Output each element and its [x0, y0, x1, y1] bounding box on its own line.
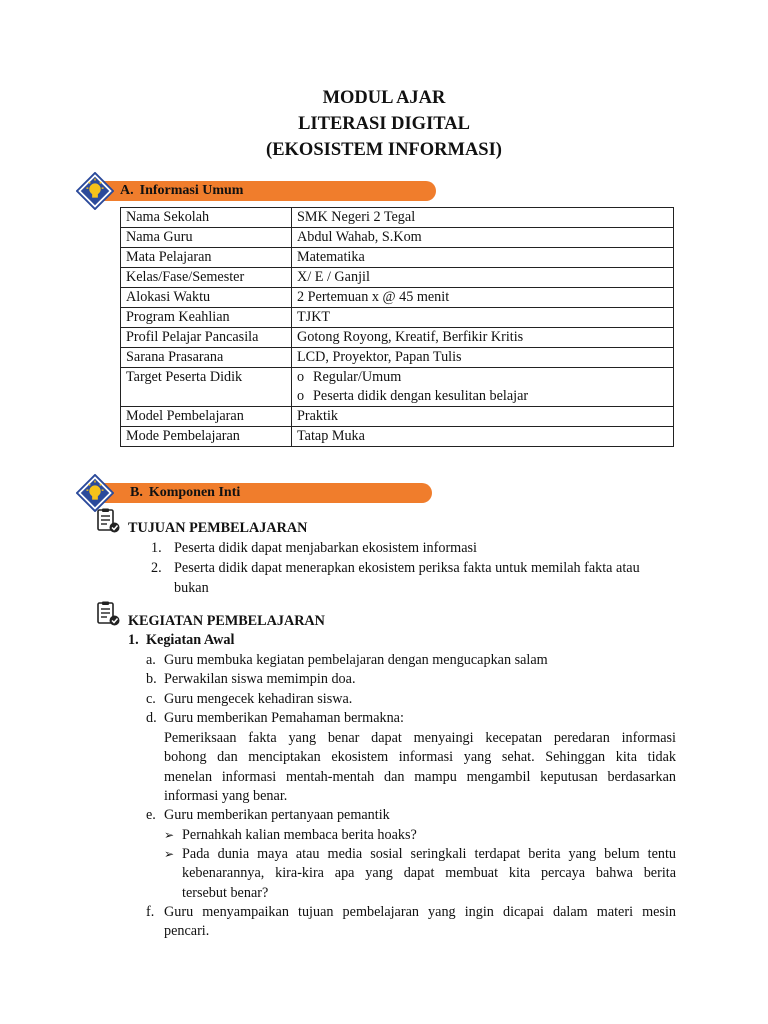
target-list	[297, 368, 668, 406]
lightbulb-diamond-icon	[76, 474, 114, 512]
kegiatan-awal-heading: Kegiatan Awal	[146, 632, 235, 648]
title-line-2: LITERASI DIGITAL	[298, 114, 470, 134]
item-c-letter: c.	[146, 691, 156, 707]
item-f-line-1: Guru menyampaikan tujuan pembelajaran yang ingin dicapai dalam materi mesin	[164, 904, 676, 920]
item-d-para-1: Pemeriksaan fakta yang benar dapat menyaingi kecepatan peredaran informasi	[164, 730, 676, 746]
info-table	[120, 207, 674, 447]
row-value: Abdul Wahab, S.Kom	[292, 228, 674, 248]
table-row	[121, 228, 674, 248]
section-a-bar	[100, 181, 436, 201]
item-b-letter: b.	[146, 671, 157, 687]
table-row	[121, 288, 674, 308]
item-a-letter: a.	[146, 652, 156, 668]
table-row	[121, 308, 674, 328]
tujuan-item-2-cont: bukan	[174, 580, 209, 596]
section-b-label: Komponen Inti	[148, 485, 241, 500]
row-key: Target Peserta Didik	[121, 368, 292, 407]
section-b-bar	[100, 483, 432, 503]
row-value: SMK Negeri 2 Tegal	[292, 208, 674, 228]
lightbulb-diamond-icon	[76, 172, 114, 210]
row-value: 2 Pertemuan x @ 45 menit	[292, 288, 674, 308]
item-d-para-4: informasi yang benar.	[164, 788, 288, 804]
table-row	[121, 328, 674, 348]
item-e-letter: e.	[146, 807, 156, 823]
row-value: LCD, Proyektor, Papan Tulis	[292, 348, 674, 368]
question-2-line-3: tersebut benar?	[182, 885, 269, 901]
section-b-letter: B.	[130, 485, 143, 500]
bullet: o	[297, 388, 305, 404]
item-d-para-3: menelan informasi mentah-mentah dan mampu mengambil keputusan berdasarkan	[164, 769, 676, 785]
row-key: Kelas/Fase/Semester	[121, 268, 292, 288]
row-value: Gotong Royong, Kreatif, Berfikir Kritis	[292, 328, 674, 348]
row-key: Profil Pelajar Pancasila	[121, 328, 292, 348]
tujuan-heading: TUJUAN PEMBELAJARAN	[128, 520, 308, 536]
document-title	[0, 85, 768, 163]
question-2-line-1: Pada dunia maya atau media sosial seringkali terdapat berita yang belum tentu	[182, 846, 676, 862]
target-item-text: Peserta didik dengan kesulitan belajar	[313, 388, 529, 404]
checklist-document-icon	[96, 508, 120, 534]
question-1: Pernahkah kalian membaca berita hoaks?	[182, 827, 417, 843]
kegiatan-awal-num: 1.	[128, 632, 139, 648]
list-item	[297, 368, 668, 387]
row-value: X/ E / Ganjil	[292, 268, 674, 288]
item-f-line-2: pencari.	[164, 923, 210, 939]
table-row	[121, 248, 674, 268]
item-c-text: Guru mengecek kehadiran siswa.	[164, 691, 353, 707]
row-key: Mata Pelajaran	[121, 248, 292, 268]
table-row	[121, 348, 674, 368]
target-item-text: Regular/Umum	[313, 369, 402, 385]
tujuan-item-1: Peserta didik dapat menjabarkan ekosistem informasi	[174, 540, 477, 556]
table-row	[121, 427, 674, 447]
item-d-para-2: bohong dan menciptakan ekosistem informasi yang sehat. Sehinggan kita tidak	[164, 749, 676, 765]
row-key: Nama Sekolah	[121, 208, 292, 228]
row-value: TJKT	[292, 308, 674, 328]
row-value: Praktik	[292, 407, 674, 427]
kegiatan-heading: KEGIATAN PEMBELAJARAN	[128, 613, 325, 629]
row-key: Model Pembelajaran	[121, 407, 292, 427]
row-value: Matematika	[292, 248, 674, 268]
question-2-line-2: kebenarannya, kira-kira apa yang dapat membuat kita percaya bahwa berita	[182, 865, 676, 881]
tujuan-item-2-num: 2.	[151, 560, 162, 576]
row-key: Nama Guru	[121, 228, 292, 248]
item-e-text: Guru memberikan pertanyaan pemantik	[164, 807, 390, 823]
checklist-document-icon	[96, 601, 120, 627]
title-line-3: (EKOSISTEM INFORMASI)	[266, 140, 502, 160]
section-a-letter: A.	[120, 183, 134, 198]
title-line-1: MODUL AJAR	[322, 88, 446, 108]
row-key: Sarana Prasarana	[121, 348, 292, 368]
arrow-bullet-icon: ➢	[164, 828, 175, 842]
item-a-text: Guru membuka kegiatan pembelajaran dengan mengucapkan salam	[164, 652, 548, 668]
arrow-bullet-icon: ➢	[164, 847, 175, 861]
table-row	[121, 407, 674, 427]
item-d-letter: d.	[146, 710, 157, 726]
row-key: Alokasi Waktu	[121, 288, 292, 308]
row-value	[292, 368, 674, 407]
row-key: Mode Pembelajaran	[121, 427, 292, 447]
tujuan-item-1-num: 1.	[151, 540, 162, 556]
row-key: Program Keahlian	[121, 308, 292, 328]
bullet: o	[297, 369, 305, 385]
table-row	[121, 268, 674, 288]
item-b-text: Perwakilan siswa memimpin doa.	[164, 671, 356, 687]
section-a-label: Informasi Umum	[139, 183, 244, 198]
row-value: Tatap Muka	[292, 427, 674, 447]
item-d-text: Guru memberikan Pemahaman bermakna:	[164, 710, 404, 726]
item-f-letter: f.	[146, 904, 155, 920]
tujuan-item-2: Peserta didik dapat menerapkan ekosistem periksa fakta untuk memilah fakta atau	[174, 560, 640, 576]
list-item	[297, 387, 668, 406]
table-row	[121, 208, 674, 228]
table-row-target	[121, 368, 674, 407]
